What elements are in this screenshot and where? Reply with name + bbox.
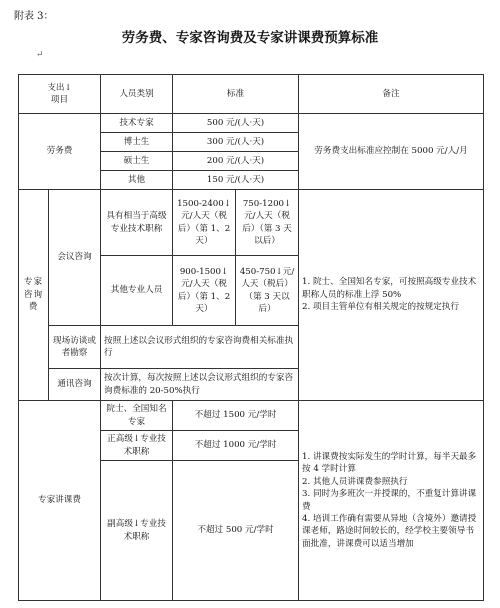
lecture-remark-1: 1. 讲课费按实际发生的学时计算，每半天最多按 4 学时计算 [302, 451, 477, 475]
header-standard: 标准 [173, 75, 299, 114]
paragraph-mark: ↵ [36, 50, 44, 60]
consult-meeting-label: 会议咨询 [49, 190, 101, 326]
lecture-standard: 不超过 1500 元/学时 [173, 401, 299, 431]
consult-senior-category: 具有相当于高级专业技术职称 [101, 190, 173, 256]
labor-category: 硕士生 [101, 152, 173, 171]
consult-label: 专家咨询费 [19, 190, 49, 401]
consult-remark-2: 2. 项目主管单位有相关规定的按规定执行 [302, 302, 460, 313]
lecture-category: 正高级↓专业技术职称 [101, 431, 173, 461]
consult-comm-text: 按次计算，每次按照上述以会议形式组织的专家咨询费标准的 20-50%执行 [101, 369, 299, 401]
lecture-remark [299, 401, 484, 601]
consult-remark-1: 1. 院士、全国知名专家，可按照高级专业技术职称人员的标准上浮 50% [302, 277, 477, 300]
labor-category: 技术专家 [101, 114, 173, 133]
corner-cell [19, 75, 101, 114]
header-personnel: 人员类别 [101, 75, 173, 114]
consult-senior-std-early: 1500-2400↓元/人天（税后）（第 1、2 天） [173, 190, 236, 256]
table-row [19, 401, 484, 431]
labor-standard: 300 元/(人·天) [173, 133, 299, 152]
table-row [19, 190, 484, 256]
labor-standard: 150 元/(人·天) [173, 171, 299, 190]
budget-standard-table [18, 74, 484, 601]
lecture-remark-3: 3. 同时为多班次一并授课的，不重复计算讲课费 [302, 489, 477, 512]
lecture-standard: 不超过 500 元/学时 [173, 461, 299, 601]
labor-remark: 劳务费支出标准应控制在 5000 元/人/月 [299, 114, 484, 190]
corner-bottom-label: 项目 [50, 95, 69, 105]
table-header-row [19, 75, 484, 114]
consult-other-category: 其他专业人员 [101, 256, 173, 326]
labor-category: 其他 [101, 171, 173, 190]
consult-remark [299, 190, 484, 401]
attachment-label: 附表 3： [14, 11, 54, 22]
lecture-remark-2: 2. 其他人员讲课费参照执行 [302, 476, 408, 487]
lecture-label: 专家讲课费 [19, 401, 101, 601]
consult-other-std-early: 900-1500↓元/人天（税后）（第 1、2 天） [173, 256, 236, 326]
lecture-remark-4: 4. 培训工作确有需要从异地（含境外）邀请授课老师，路途时间较长的，经学校主要领导书面批准，讲课费可以适当增加 [302, 513, 477, 549]
labor-category: 博士生 [101, 133, 173, 152]
header-remark: 备注 [299, 75, 484, 114]
consult-comm-label: 通讯咨询 [49, 369, 101, 401]
labor-standard: 200 元/(人·天) [173, 152, 299, 171]
lecture-category: 副高级↓专业技术职称 [101, 461, 173, 601]
labor-label: 劳务费 [19, 114, 101, 190]
corner-top-label: 支出↓ [47, 82, 72, 93]
page-title: 劳务费、专家咨询费及专家讲课费预算标准 [121, 30, 379, 46]
consult-senior-std-late: 750-1200↓元/人天（税后）（第 3 天以后） [236, 190, 299, 256]
lecture-standard: 不超过 1000 元/学时 [173, 431, 299, 461]
consult-field-label: 现场访谈或者勘察 [49, 326, 101, 369]
lecture-category: 院士、全国知名专家 [101, 401, 173, 431]
consult-field-text: 按照上述以会议形式组织的专家咨询费相关标准执行 [101, 326, 299, 369]
table-row [19, 114, 484, 133]
consult-other-std-late: 450-750↓元/人天（税后）（第 3 天以后） [236, 256, 299, 326]
labor-standard: 500 元/(人·天) [173, 114, 299, 133]
